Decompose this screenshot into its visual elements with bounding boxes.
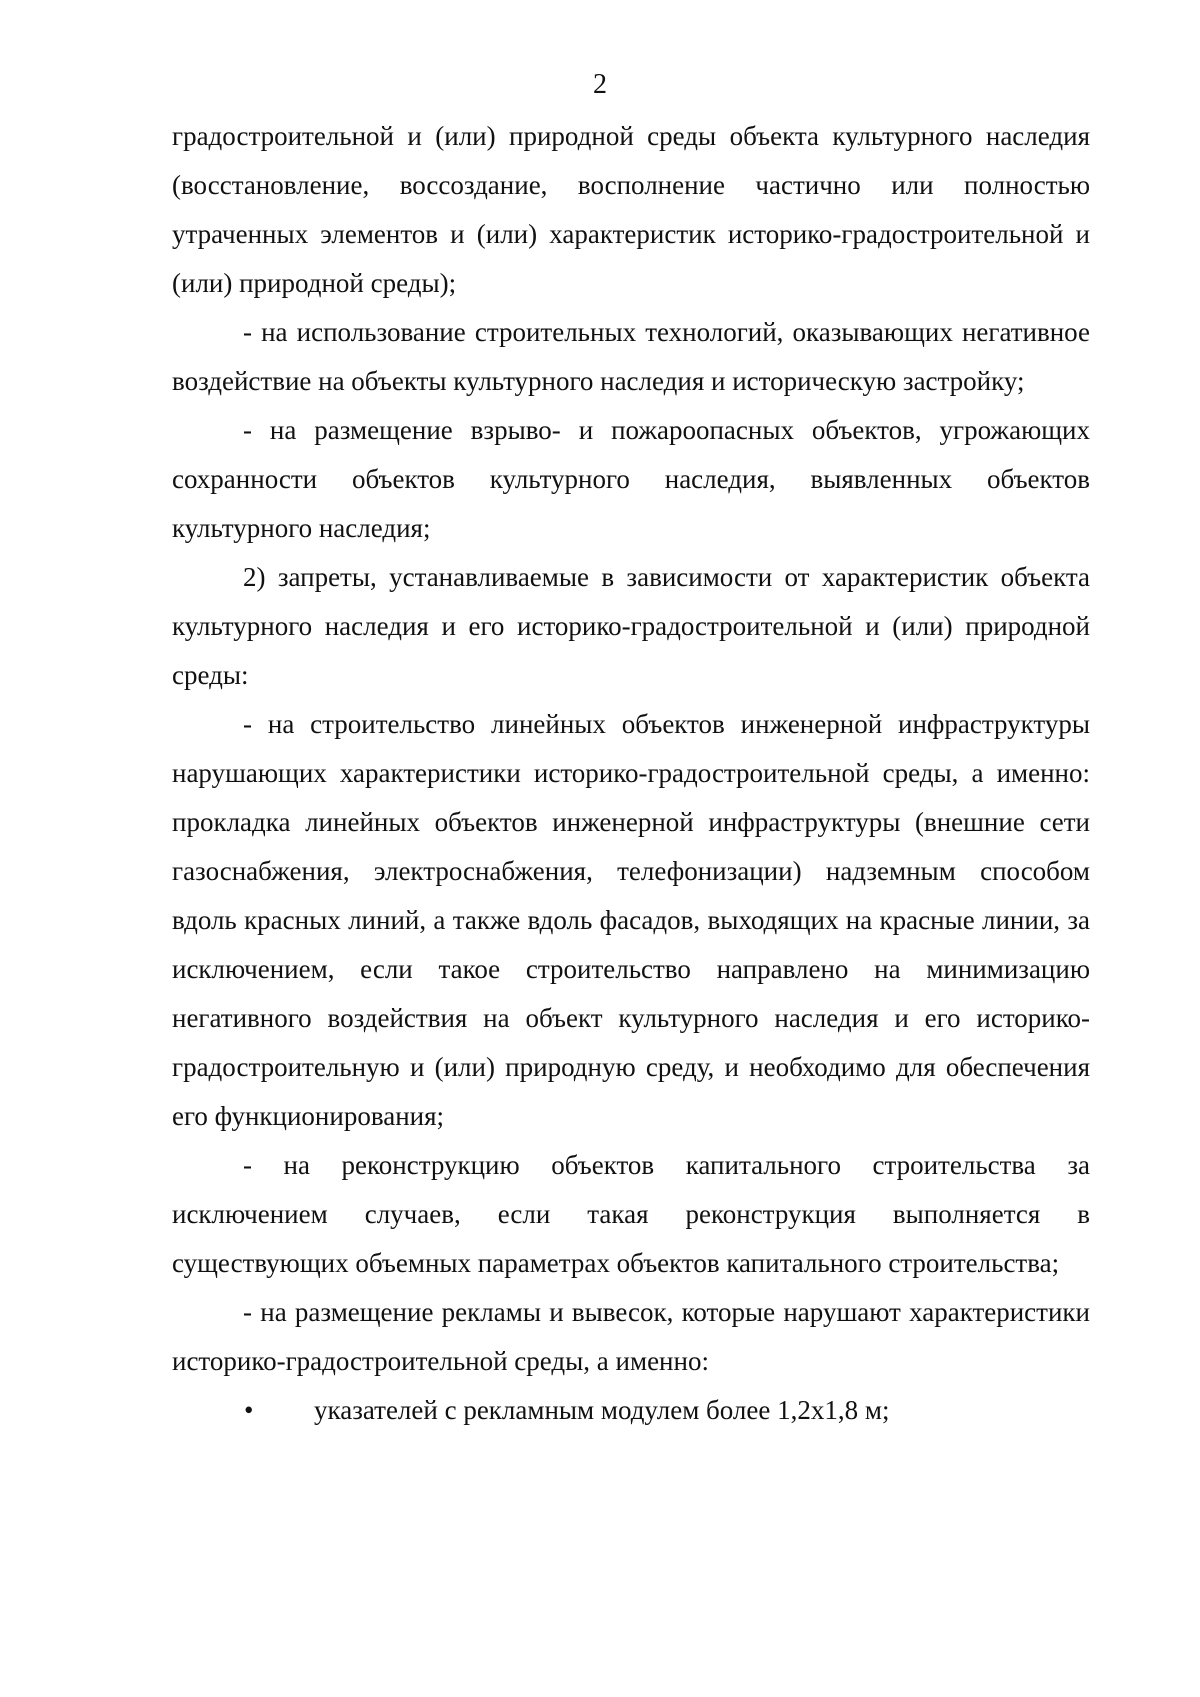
paragraph-prohibitions-heading: 2) запреты, устанавливаемые в зависимости от характеристик объекта культурного наследия и его историко-градостроительной и (или) природной среды: bbox=[172, 562, 1090, 690]
paragraph-reconstruction: - на реконструкцию объектов капитального строительства за исключением случаев, если такая реконструкция выполняется в существующих объемных параметрах объектов капитального строительства; bbox=[172, 1150, 1090, 1278]
paragraph-continuation: градостроительной и (или) природной среды объекта культурного наследия (восстановление, воссоздание, восполнение частично или полностью утраченных элементов и (или) характеристик историко-градостроительной и (или) природной среды); bbox=[172, 121, 1090, 298]
paragraph-hazardous-objects: - на размещение взрыво- и пожароопасных объектов, угрожающих сохранности объектов культурного наследия, выявленных объектов культурного наследия; bbox=[172, 415, 1090, 543]
list-item bbox=[172, 1386, 1090, 1435]
paragraph-construction-technologies: - на использование строительных технологий, оказывающих негативное воздействие на объекты культурного наследия и историческую застройку; bbox=[172, 317, 1090, 396]
paragraph-linear-infrastructure: - на строительство линейных объектов инженерной инфраструктуры нарушающих характеристики историко-градостроительной среды, а именно: прокладка линейных объектов инженерной инфраструктуры (внешние сети газоснабжения, электроснабжения, телефонизации) надземным способом вдоль красных линий, а также вдоль фасадов, выходящих на красные линии, за исключением, если такое строительство направлено на минимизацию негативного воздействия на объект культурного наследия и его историко-градостроительную и (или) природную среду, и необходимо для обеспечения его функционирования; bbox=[172, 709, 1090, 1131]
list-item-text: указателей с рекламным модулем более 1,2х1,8 м; bbox=[314, 1395, 890, 1425]
page-number: 2 bbox=[593, 69, 607, 100]
document-body bbox=[172, 112, 1090, 1435]
bullet-icon: • bbox=[244, 1395, 254, 1425]
paragraph-advertising: - на размещение рекламы и вывесок, которые нарушают характеристики историко-градостроительной среды, а именно: bbox=[172, 1297, 1090, 1376]
